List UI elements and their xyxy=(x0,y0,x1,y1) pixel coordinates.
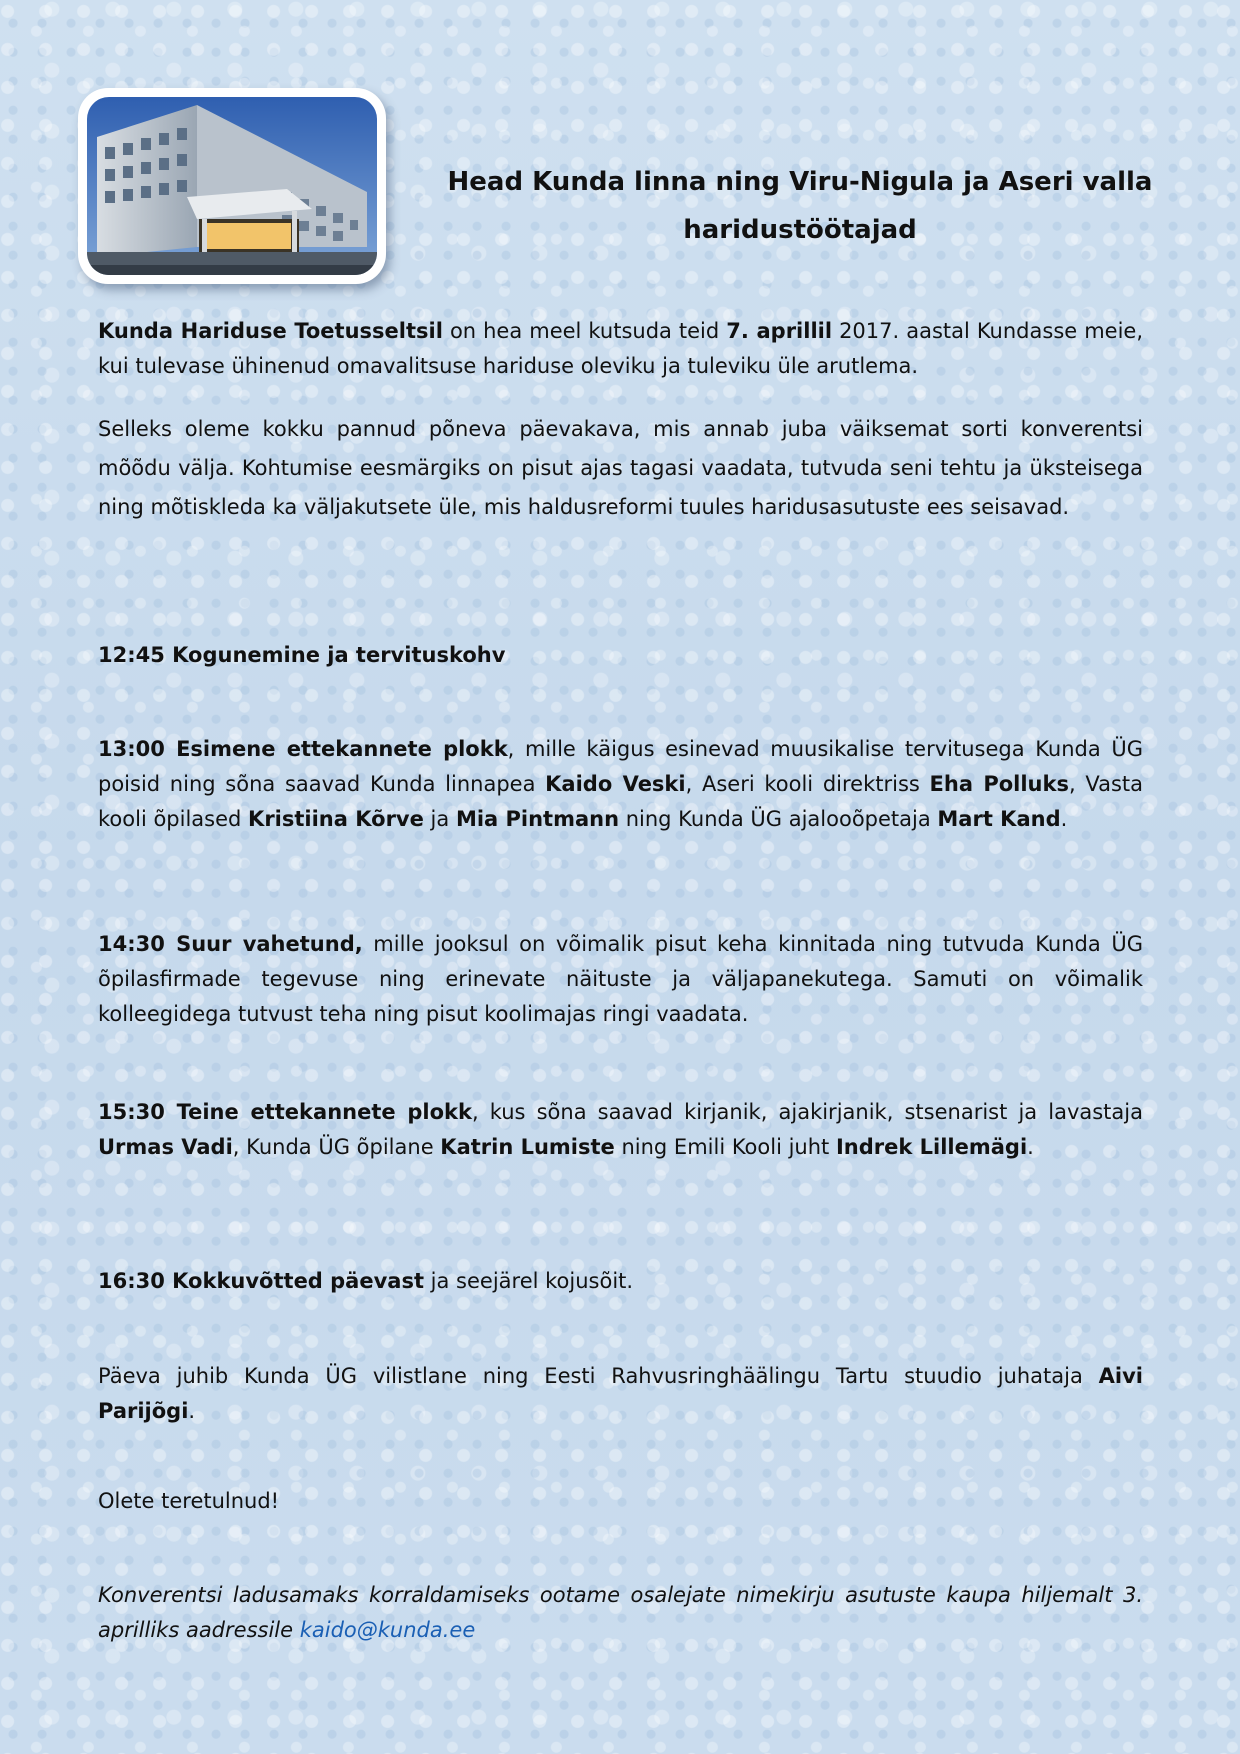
speaker-name: Kaido Veski xyxy=(545,772,686,796)
title-line-1: Head Kunda linna ning Viru-Nigula ja Aseri valla xyxy=(447,167,1153,197)
registration-note-text: Konverentsi ladusamaks korraldamiseks ootame osalejate nimekirju asutuste kaupa hiljemalt 3. aprilliks aadressile xyxy=(98,1583,1143,1642)
schedule-text: ning Emili Kooli juht xyxy=(614,1135,836,1159)
school-building-photo xyxy=(78,88,386,284)
schedule-time-title: 12:45 Kogunemine ja tervituskohv xyxy=(98,643,506,667)
org-name: Kunda Hariduse Toetusseltsil xyxy=(98,319,443,343)
schedule-text: , mille käigus esinevad muusikalise tervitusega Kunda ÜG poisid ning sõna saavad Kunda linnapea xyxy=(98,737,1143,796)
schedule-item-1630 xyxy=(98,1264,1143,1299)
schedule-text: , Vasta kooli õpilased xyxy=(98,772,1144,831)
speaker-name: Mia Pintmann xyxy=(455,807,620,831)
schedule-item-1530 xyxy=(98,1095,1143,1165)
title-line-2: haridustöötajad xyxy=(683,215,917,245)
event-date: 7. aprillil xyxy=(726,319,833,343)
schedule-item-1245 xyxy=(98,638,1143,673)
schedule-text: mille jooksul on võimalik pisut keha kinnitada ning tutvuda Kunda ÜG õpilasfirmade tegevuse ning erinevate näituste ja väljapanekutega. Samuti on võimalik kolleegidega tutvust teha ning pisut koolimajas ringi vaadata. xyxy=(98,932,1143,1026)
schedule-text: . xyxy=(1027,1135,1034,1159)
welcome-text: Olete teretulnud! xyxy=(98,1489,280,1513)
schedule-text: , kus sõna saavad kirjanik, ajakirjanik, stsenarist ja lavastaja xyxy=(471,1100,1143,1124)
speaker-name: Kristiina Kõrve xyxy=(248,807,424,831)
speaker-name: Katrin Lumiste xyxy=(440,1135,615,1159)
schedule-text: ning Kunda ÜG ajalooõpetaja xyxy=(619,807,938,831)
speaker-name: Indrek Lillemägi xyxy=(835,1135,1028,1159)
host-text-end: . xyxy=(188,1399,196,1423)
intro-text-2: 2017. aastal Kundasse meie, kui tulevase ühinenud omavalitsuse hariduse oleviku ja tuleviku üle arutlema. xyxy=(98,319,1144,378)
intro-paragraph-2: Selleks oleme kokku pannud põneva päevakava, mis annab juba väiksemat sorti konverentsi mõõdu välja. Kohtumise eesmärgiks on pisut ajas tagasi vaadata, tutvuda seni tehtu ja üksteisega ning mõtiskleda ka väljakutsete üle, mis haldusreformi tuules haridusasutuste ees seisavad. xyxy=(98,417,1143,519)
schedule-time-title: 14:30 Suur vahetund, xyxy=(98,932,363,956)
intro-text-1: on hea meel kutsuda teid xyxy=(442,319,727,343)
page-title xyxy=(430,158,1170,254)
intro-paragraph xyxy=(98,314,1143,384)
schedule-time-title: 13:00 Esimene ettekannete plokk xyxy=(98,737,508,761)
speaker-name: Eha Polluks xyxy=(929,772,1069,796)
schedule-item-1300 xyxy=(98,732,1143,837)
speaker-name: Mart Kand xyxy=(937,807,1061,831)
schedule-text: ja seejärel kojusõit. xyxy=(424,1269,634,1293)
schedule-text: ja xyxy=(423,807,456,831)
host-name: Aivi Parijõgi xyxy=(98,1364,1143,1423)
schedule-item-1430 xyxy=(98,927,1143,1032)
host-paragraph xyxy=(98,1359,1143,1429)
host-text: Päeva juhib Kunda ÜG vilistlane ning Eesti Rahvusringhäälingu Tartu stuudio juhataja xyxy=(98,1364,1099,1388)
school-building-image xyxy=(87,97,377,275)
schedule-time-title: 16:30 Kokkuvõtted päevast xyxy=(98,1269,424,1293)
registration-note xyxy=(98,1578,1143,1648)
schedule-text: , Kunda ÜG õpilane xyxy=(232,1135,441,1159)
schedule-text: , Aseri kooli direktriss xyxy=(685,772,930,796)
contact-email-link[interactable]: kaido@kunda.ee xyxy=(299,1618,476,1642)
speaker-name: Urmas Vadi xyxy=(98,1135,233,1159)
schedule-time-title: 15:30 Teine ettekannete plokk xyxy=(98,1100,472,1124)
schedule-text: . xyxy=(1060,807,1068,831)
